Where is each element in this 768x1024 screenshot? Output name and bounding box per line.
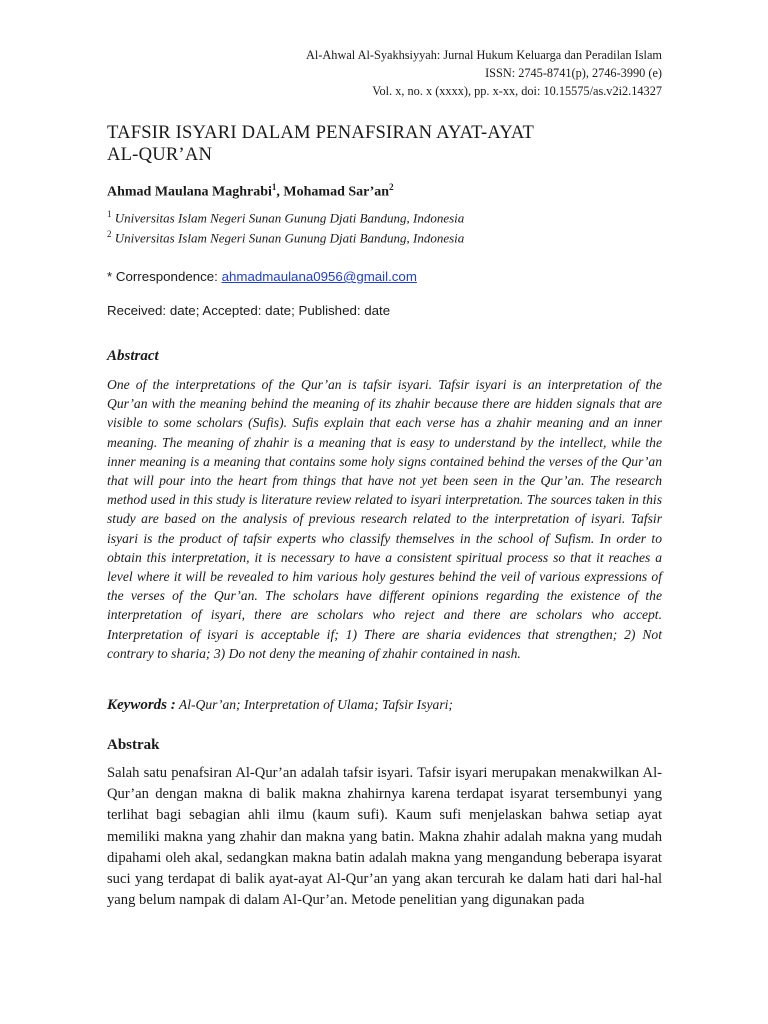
journal-volume: Vol. x, no. x (xxxx), pp. x-xx, doi: 10.15575/as.v2i2.14327: [372, 84, 662, 98]
keywords: [107, 697, 453, 714]
paper-title: [107, 122, 534, 166]
publication-dates: Received: date; Accepted: date; Published: date: [107, 303, 391, 318]
author-list: [107, 182, 394, 201]
title-line-1: TAFSIR ISYARI DALAM PENAFSIRAN AYAT-AYAT: [107, 122, 535, 143]
title-line-2: AL-QUR’AN: [107, 144, 213, 165]
affiliation-2-mark: 2: [107, 229, 112, 239]
affiliation-1-mark: 1: [107, 209, 112, 219]
keywords-label: Keywords :: [107, 697, 176, 713]
keywords-value: Al-Qur’an; Interpretation of Ulama; Tafsir Isyari;: [175, 697, 453, 712]
affiliation-1: [107, 209, 464, 226]
correspondence: [107, 269, 417, 284]
affiliation-1-text: Universitas Islam Negeri Sunan Gunung Djati Bandung, Indonesia: [111, 210, 465, 226]
abstract-heading: Abstract: [107, 348, 159, 364]
author-2: Mohamad Sar’an: [283, 184, 390, 200]
journal-header: [306, 46, 662, 100]
author-1: Ahmad Maulana Maghrabi: [107, 184, 272, 200]
journal-issn: ISSN: 2745-8741(p), 2746-3990 (e): [485, 66, 662, 80]
author-2-mark: 2: [389, 182, 394, 192]
abstrak-heading: Abstrak: [107, 737, 160, 753]
affiliation-2-text: Universitas Islam Negeri Sunan Gunung Djati Bandung, Indonesia: [111, 230, 465, 246]
abstrak-text: Salah satu penafsiran Al-Qur’an adalah tafsir isyari. Tafsir isyari merupakan menakwilkan Al-Qur’an dengan makna di balik makna zhahirnya karena terdapat isyarat tersembunyi yang terlihat bagi sebagian ahli ilmu (kaum sufi). Kaum sufi menjelaskan bahwa setiap ayat memiliki makna yang zhahir dan makna yang batin. Makna zhahir adalah makna yang mudah dipahami oleh akal, sedangkan makna batin adalah makna yang mengandung beberapa isyarat suci yang terdapat di balik ayat-ayat Al-Qur’an yang akan tercurah ke dalam hati dari hal-hal yang belum nampak di dalam Al-Qur’an. Metode penelitian yang digunakan pada: [107, 765, 662, 909]
affiliation-2: [107, 229, 464, 246]
journal-name: Al-Ahwal Al-Syakhsiyyah: Jurnal Hukum Keluarga dan Peradilan Islam: [306, 48, 662, 62]
correspondence-label: * Correspondence:: [107, 269, 222, 284]
abstract-text: One of the interpretations of the Qur’an is tafsir isyari. Tafsir isyari is an interpretation of the Qur’an with the meaning behind the meaning of its zhahir because there are hidden signals that are visible to some scholars (Sufis). Sufis explain that each verse has a zhahir meaning and an inner meaning. The meaning of zhahir is a meaning that is easy to understand by the intellect, while the inner meaning is a meaning that contains some holy signs contained behind the verses of the Qur’an that will pour into the heart from things that have not yet been seen in the Qur’an. The research method used in this study is literature review related to isyari interpretation. The sources taken in this study are based on the analysis of previous research related to the interpretation of isyari. Tafsir isyari is the product of tafsir experts who classify themselves in the school of Sufism. In order to obtain this interpretation, it is necessary to have a consistent spiritual process so that it reaches a level where it will be revealed to him various holy gestures behind the veil of various expressions of the verses of the Qur’an. The scholars have different opinions regarding the existence of the interpretation of isyari, there are scholars who reject and there are scholars who accept. Interpretation of isyari is acceptable if; 1) There are sharia evidences that strengthen; 2) Not contrary to sharia; 3) Do not deny the meaning of zhahir contained in nash.: [107, 377, 662, 661]
author-1-mark: 1: [271, 182, 277, 192]
correspondence-email-link[interactable]: ahmadmaulana0956@gmail.com: [221, 269, 417, 284]
author-separator: ,: [276, 184, 284, 200]
